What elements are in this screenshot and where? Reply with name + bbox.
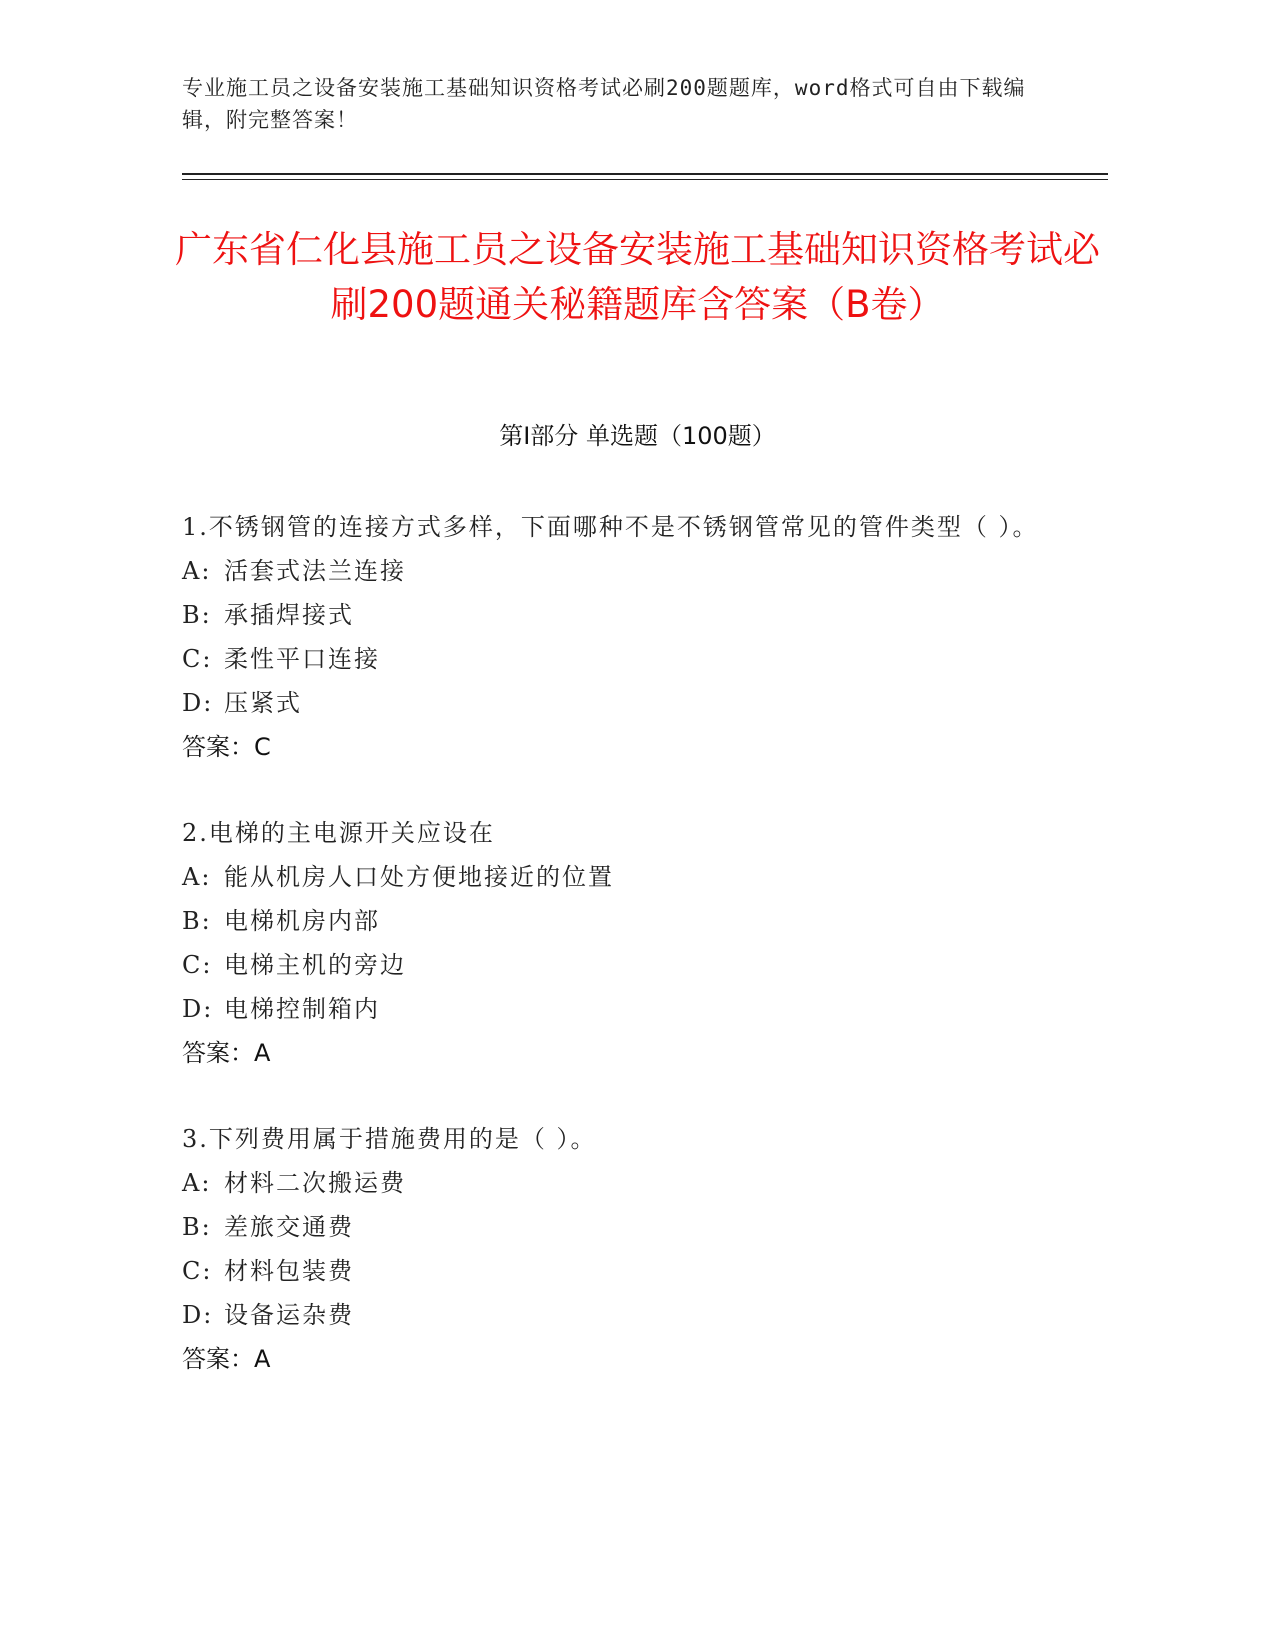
option-text: 材料二次搬运费	[224, 1169, 406, 1197]
option-a	[182, 1161, 1062, 1205]
option-letter: D:	[182, 689, 214, 717]
question-2	[182, 811, 1062, 1075]
option-d	[182, 987, 1062, 1031]
question-stem: 1.不锈钢管的连接方式多样，下面哪种不是不锈钢管常见的管件类型（ ）。	[182, 513, 1039, 541]
option-text: 电梯控制箱内	[224, 995, 380, 1023]
option-b	[182, 1205, 1062, 1249]
option-letter: D:	[182, 995, 214, 1023]
question-stem: 3.下列费用属于措施费用的是（ ）。	[182, 1125, 597, 1153]
question-stem: 2.电梯的主电源开关应设在	[182, 819, 495, 847]
option-text: 设备运杂费	[224, 1301, 354, 1329]
question-3	[182, 1117, 1062, 1381]
option-text: 压紧式	[224, 689, 302, 717]
option-c	[182, 637, 1062, 681]
option-letter: A:	[182, 1169, 212, 1197]
option-c	[182, 943, 1062, 987]
header-rule-thick	[182, 173, 1108, 175]
section-title: 第Ⅰ部分 单选题（100题）	[499, 422, 776, 450]
document-title: 广东省仁化县施工员之设备安装施工基础知识资格考试必刷200题通关秘籍题库含答案（B卷）	[175, 228, 1100, 326]
answer-line: 答案：A	[182, 1039, 271, 1067]
option-a	[182, 549, 1062, 593]
question-1	[182, 505, 1062, 769]
option-b	[182, 593, 1062, 637]
option-text: 活套式法兰连接	[224, 557, 406, 585]
option-c	[182, 1249, 1062, 1293]
answer-line: 答案：C	[182, 733, 271, 761]
header-rule-thin	[182, 179, 1108, 180]
option-letter: A:	[182, 863, 212, 891]
option-letter: B:	[182, 907, 212, 935]
option-letter: C:	[182, 1257, 213, 1285]
option-letter: D:	[182, 1301, 214, 1329]
option-letter: B:	[182, 601, 212, 629]
option-a	[182, 855, 1062, 899]
option-d	[182, 681, 1062, 725]
option-letter: B:	[182, 1213, 212, 1241]
option-text: 电梯机房内部	[224, 907, 380, 935]
option-b	[182, 899, 1062, 943]
option-d	[182, 1293, 1062, 1337]
option-letter: C:	[182, 645, 213, 673]
option-text: 承插焊接式	[224, 601, 354, 629]
question-list	[182, 505, 1062, 1423]
option-text: 差旅交通费	[224, 1213, 354, 1241]
option-text: 材料包装费	[224, 1257, 354, 1285]
option-text: 柔性平口连接	[224, 645, 380, 673]
option-text: 能从机房人口处方便地接近的位置	[224, 863, 614, 891]
option-text: 电梯主机的旁边	[224, 951, 406, 979]
header-note: 专业施工员之设备安装施工基础知识资格考试必刷200题题库，word格式可自由下载编辑，附完整答案！	[182, 76, 1026, 132]
option-letter: C:	[182, 951, 213, 979]
answer-line: 答案：A	[182, 1345, 271, 1373]
option-letter: A:	[182, 557, 212, 585]
